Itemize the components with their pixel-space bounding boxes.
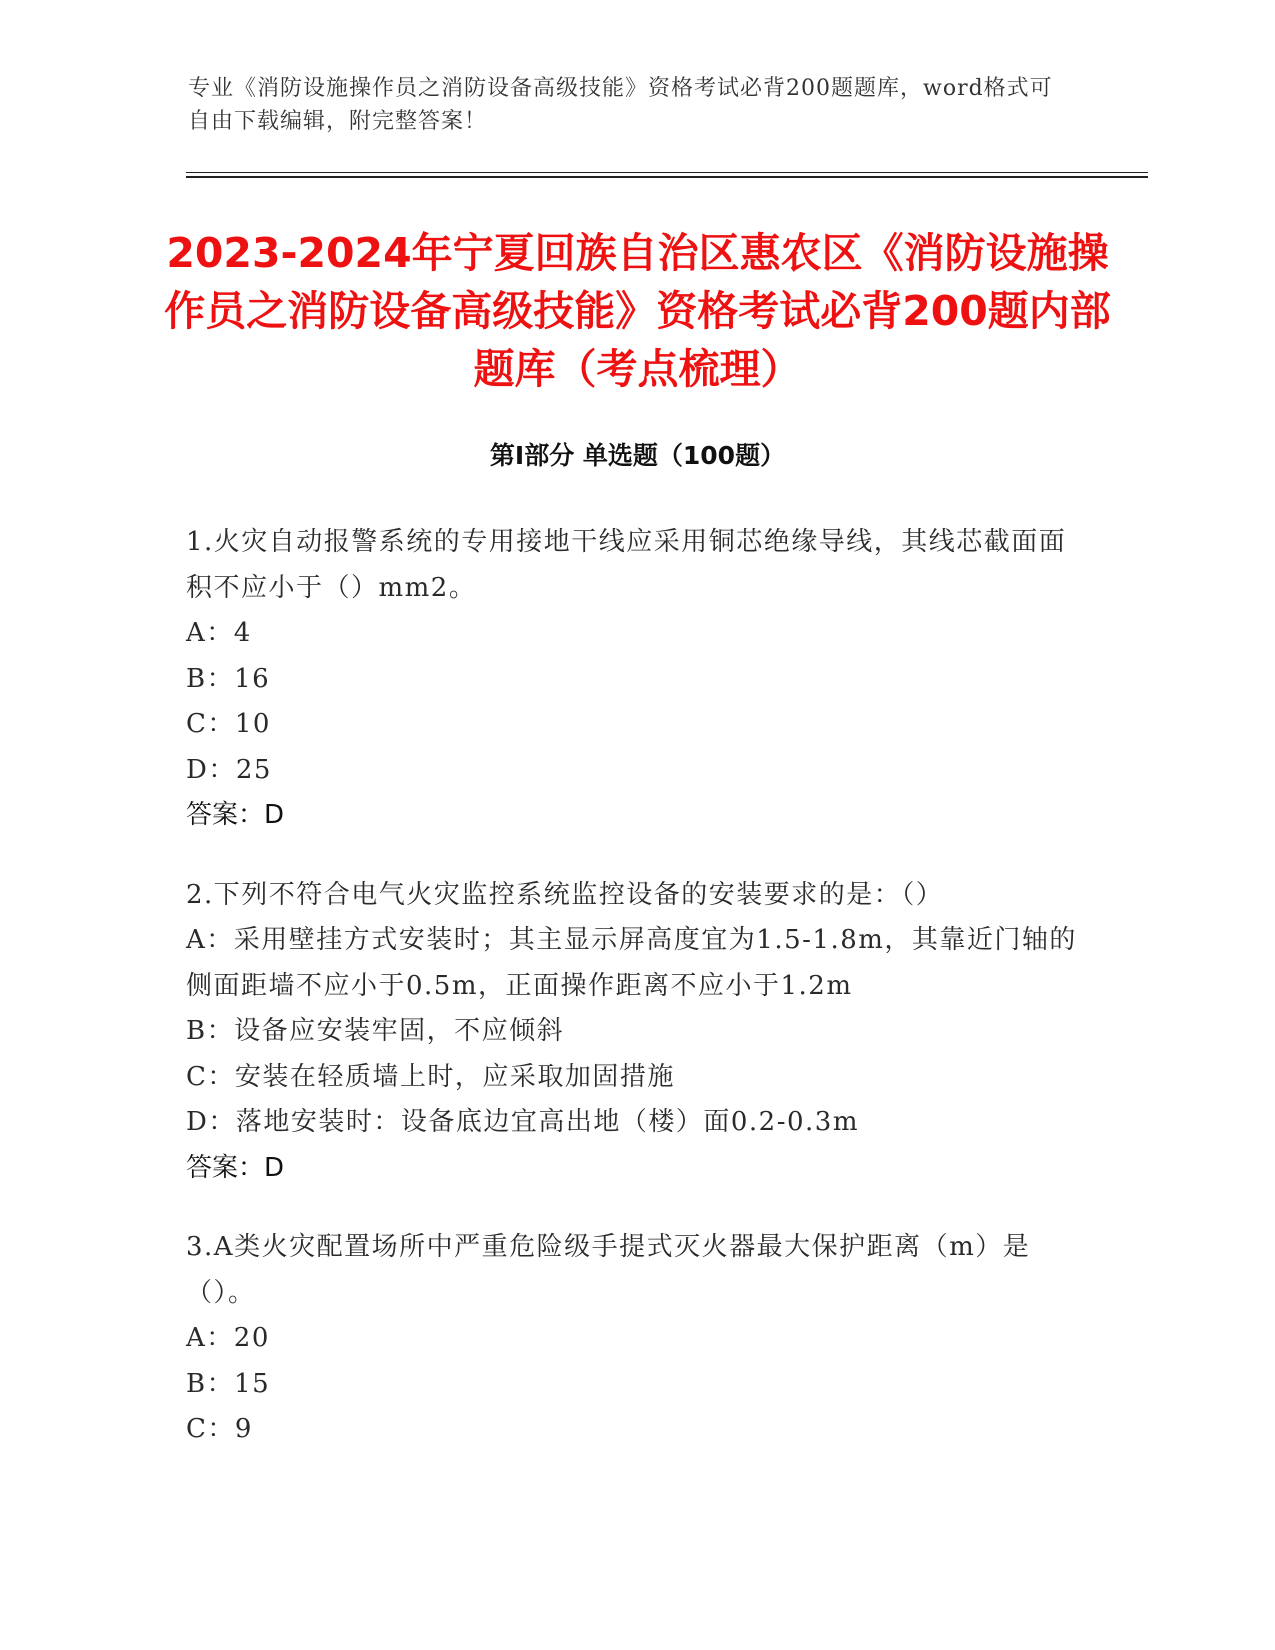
answer-line: 答案：D <box>186 1152 285 1183</box>
option-d: D：25 <box>186 754 272 785</box>
answer-line: 答案：D <box>186 800 285 830</box>
option-a: A：4 <box>186 618 252 648</box>
question-stem: 2.下列不符合电气火灾监控系统监控设备的安装要求的是：（） <box>186 879 944 910</box>
section-title: 第Ⅰ部分 单选题（100题） <box>489 441 786 470</box>
option-b: B：16 <box>186 663 271 694</box>
option-c: C：安装在轻质墙上时，应采取加固措施 <box>186 1061 675 1092</box>
option-b: B：15 <box>186 1368 271 1399</box>
question-list <box>186 520 1091 1487</box>
question-3 <box>186 1225 1091 1453</box>
header-note: 专业《消防设施操作员之消防设备高级技能》资格考试必背200题题库，word格式可自由下载编辑，附完整答案！ <box>188 76 1053 134</box>
header-divider-thin <box>186 172 1148 173</box>
option-d: D：落地安装时：设备底边宜高出地（楼）面0.2-0.3m <box>186 1107 859 1137</box>
question-1 <box>186 520 1091 839</box>
header-divider-thick <box>186 176 1148 178</box>
option-a: A：采用壁挂方式安装时；其主显示屏高度宜为1.5-1.8m，其靠近门轴的侧面距墙不应小于0.5m，正面操作距离不应小于1.2m <box>186 925 1077 1001</box>
question-2 <box>186 873 1091 1192</box>
question-stem: 3.A类火灾配置场所中严重危险级手提式灭火器最大保护距离（m）是（）。 <box>186 1232 1031 1308</box>
question-stem: 1.火灾自动报警系统的专用接地干线应采用铜芯绝缘导线，其线芯截面面积不应小于（）mm2。 <box>186 527 1067 603</box>
option-c: C：9 <box>186 1414 253 1444</box>
option-b: B：设备应安装牢固，不应倾斜 <box>186 1016 565 1046</box>
document-title: 2023-2024年宁夏回族自治区惠农区《消防设施操作员之消防设备高级技能》资格考试必背200题内部题库（考点梳理） <box>164 229 1111 393</box>
option-c: C：10 <box>186 709 271 739</box>
option-a: A：20 <box>186 1323 270 1353</box>
